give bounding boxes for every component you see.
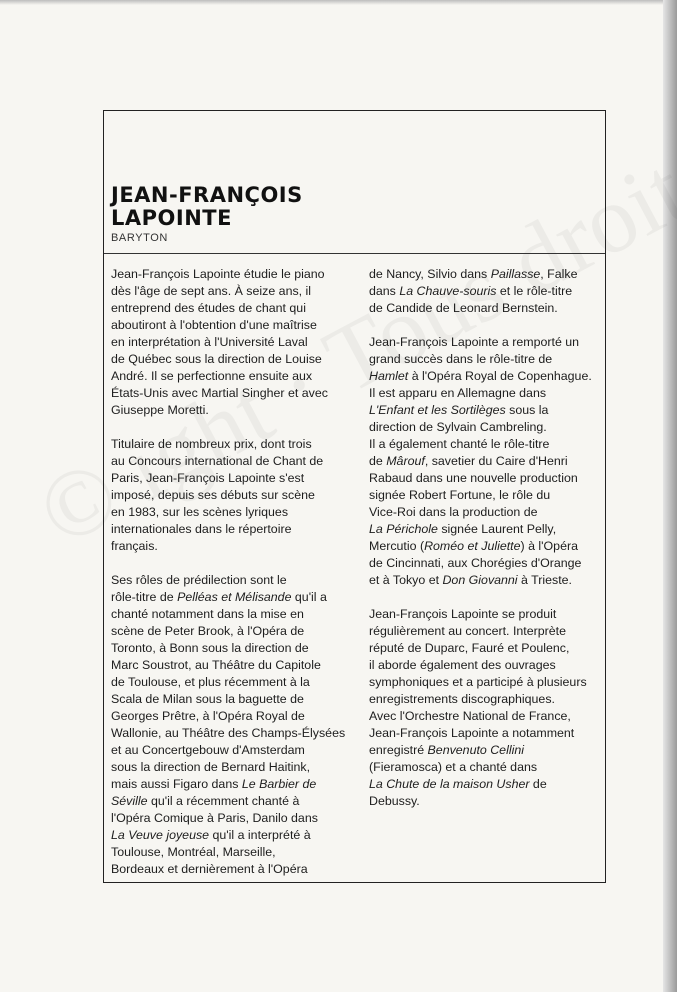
bio-line: L'Enfant et les Sortilèges sous la: [369, 403, 549, 417]
bio-line: réputé de Duparc, Fauré et Poulenc,: [369, 641, 570, 655]
bio-line: au Concours international de Chant de: [111, 454, 324, 468]
bio-line: rôle-titre de Pelléas et Mélisande qu'il a: [111, 590, 327, 604]
bio-line: La Périchole signée Laurent Pelly,: [369, 522, 557, 536]
bio-line: Scala de Milan sous la baguette de: [111, 692, 304, 706]
bio-line: Ses rôles de prédilection sont le: [111, 573, 287, 587]
bio-line: dans La Chauve-souris et le rôle-titre: [369, 284, 573, 298]
bio-line: Paris, Jean-François Lapointe s'est: [111, 471, 305, 485]
bio-line: de Toulouse, et plus récemment à la: [111, 675, 310, 689]
bio-line: Vice-Roi dans la production de: [369, 505, 538, 519]
bio-line: de Candide de Leonard Bernstein.: [369, 301, 558, 315]
bio-paragraph: [369, 334, 601, 589]
bio-line: Toulouse, Montréal, Marseille,: [111, 845, 276, 859]
header-divider: [104, 253, 605, 254]
bio-line: en 1983, sur les scènes lyriques: [111, 505, 289, 519]
bio-line: mais aussi Figaro dans Le Barbier de: [111, 777, 317, 791]
bio-line: Séville qu'il a récemment chanté à: [111, 794, 300, 808]
bio-line: La Veuve joyeuse qu'il a interprété à: [111, 828, 311, 842]
bio-line: Il a également chanté le rôle-titre: [369, 437, 550, 451]
bio-paragraph: [369, 606, 601, 810]
bio-line: direction de Sylvain Cambreling.: [369, 420, 547, 434]
bio-line: régulièrement au concert. Interprète: [369, 624, 566, 638]
bio-line: et à Tokyo et Don Giovanni à Trieste.: [369, 573, 572, 587]
voice-type: BARYTON: [111, 232, 168, 244]
biography-frame: [103, 110, 606, 883]
scan-right-edge: [663, 0, 677, 992]
bio-line: Toronto, à Bonn sous la direction de: [111, 641, 309, 655]
bio-paragraph: [111, 572, 353, 878]
bio-line: entreprend des études de chant qui: [111, 301, 306, 315]
bio-line: aboutiront à l'obtention d'une maîtrise: [111, 318, 317, 332]
bio-paragraph: [369, 266, 601, 317]
bio-line: Hamlet à l'Opéra Royal de Copenhague.: [369, 369, 592, 383]
artist-name-line-2: LAPOINTE: [111, 206, 232, 230]
bio-line: enregistrements discographiques.: [369, 692, 555, 706]
bio-line: Wallonie, au Théâtre des Champs-Élysées: [111, 726, 346, 740]
bio-line: de Mârouf, savetier du Caire d'Henri: [369, 454, 568, 468]
bio-line: Mercutio (Roméo et Juliette) à l'Opéra: [369, 539, 578, 553]
bio-line: (Fieramosca) et a chanté dans: [369, 760, 538, 774]
scan-top-edge: [0, 0, 677, 5]
bio-line: symphoniques et a participé à plusieurs: [369, 675, 587, 689]
bio-line: Giuseppe Moretti.: [111, 403, 209, 417]
bio-line: Avec l'Orchestre National de France,: [369, 709, 571, 723]
bio-line: internationales dans le répertoire: [111, 522, 292, 536]
bio-line: grand succès dans le rôle-titre de: [369, 352, 553, 366]
bio-line: Jean-François Lapointe étudie le piano: [111, 267, 325, 281]
bio-line: en interprétation à l'Université Laval: [111, 335, 308, 349]
bio-line: Georges Prêtre, à l'Opéra Royal de: [111, 709, 305, 723]
bio-line: La Chute de la maison Usher de: [369, 777, 547, 791]
bio-line: Debussy.: [369, 794, 420, 808]
bio-line: Jean-François Lapointe a notamment: [369, 726, 575, 740]
biography-left-column: [111, 266, 353, 895]
bio-line: l'Opéra Comique à Paris, Danilo dans: [111, 811, 318, 825]
bio-line: Rabaud dans une nouvelle production: [369, 471, 578, 485]
bio-line: chanté notamment dans la mise en: [111, 607, 304, 621]
bio-line: scène de Peter Brook, à l'Opéra de: [111, 624, 305, 638]
biography-right-column: [369, 266, 601, 827]
bio-line: signée Robert Fortune, le rôle du: [369, 488, 551, 502]
bio-line: et au Concertgebouw d'Amsterdam: [111, 743, 305, 757]
bio-line: de Cincinnati, aux Chorégies d'Orange: [369, 556, 582, 570]
artist-name-line-1: JEAN-FRANÇOIS: [111, 183, 303, 207]
bio-line: André. Il se perfectionne ensuite aux: [111, 369, 313, 383]
bio-line: sous la direction de Bernard Haitink,: [111, 760, 311, 774]
bio-line: de Nancy, Silvio dans Paillasse, Falke: [369, 267, 578, 281]
bio-line: Bordeaux et dernièrement à l'Opéra: [111, 862, 308, 876]
bio-line: États-Unis avec Martial Singher et avec: [111, 386, 328, 400]
bio-line: Marc Soustrot, au Théâtre du Capitole: [111, 658, 321, 672]
bio-line: de Québec sous la direction de Louise: [111, 352, 322, 366]
bio-line: Il est apparu en Allemagne dans: [369, 386, 547, 400]
artist-name: [111, 184, 303, 230]
bio-line: Jean-François Lapointe a remporté un: [369, 335, 580, 349]
bio-paragraph: [111, 436, 353, 555]
bio-line: enregistré Benvenuto Cellini: [369, 743, 524, 757]
bio-line: imposé, depuis ses débuts sur scène: [111, 488, 315, 502]
bio-line: français.: [111, 539, 158, 553]
bio-line: Jean-François Lapointe se produit: [369, 607, 557, 621]
bio-line: dès l'âge de sept ans. À seize ans, il: [111, 284, 312, 298]
bio-line: il aborde également des ouvrages: [369, 658, 556, 672]
bio-paragraph: [111, 266, 353, 419]
bio-line: Titulaire de nombreux prix, dont trois: [111, 437, 312, 451]
